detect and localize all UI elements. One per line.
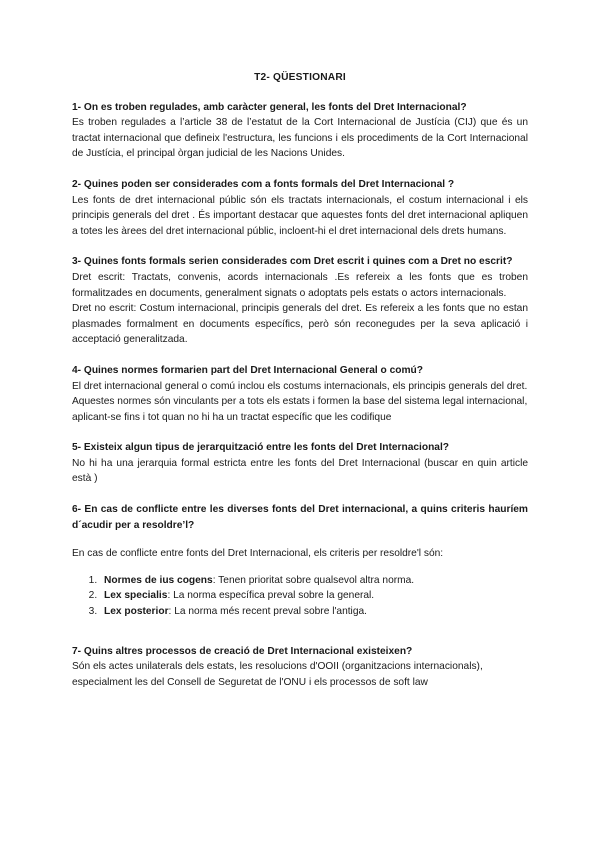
criteria-text: : La norma específica preval sobre la general.: [167, 590, 375, 602]
page-title: T2- QÜESTIONARI: [254, 72, 346, 83]
question-3: [72, 254, 528, 348]
answer-paragraph: Són els actes unilaterals dels estats, les resolucions d'OOII (organitzacions internacionals), especialment les del Consell de Seguretat de l'ONU i els processos de soft law: [72, 661, 483, 688]
question-6: [72, 502, 528, 620]
answer-paragraph: Es troben regulades a l’article 38 de l’estatut de la Cort Internacional de Justícia (CIJ) que és un tractat internacional que defineix l'estructura, les funcions i els procediments de la Cort Internacional de Justícia, el principal òrgan judicial de les Nacions Unides.: [72, 117, 528, 160]
criteria-list: [72, 573, 528, 620]
criteria-item: [100, 588, 528, 604]
question-heading: 5- Existeix algun tipus de jerarquització entre les fonts del Dret Internacional?: [72, 442, 450, 454]
question-heading: 6- En cas de conflicte entre les diverses fonts del Dret internacional, a quins criteris hauríem d´acudir per a resoldre’l?: [72, 504, 528, 531]
question-1: [72, 100, 528, 162]
question-heading: 4- Quines normes formarien part del Dret Internacional General o comú?: [72, 364, 423, 376]
answer-paragraph: El dret internacional general o comú inclou els costums internacionals, els principis generals del dret. Aquestes normes són vinculants per a tots els estats i formen la base del sistema legal internacional, aplicant-se fins i tot quan no hi ha un tractat específic que les codifique: [72, 380, 528, 423]
question-2: [72, 177, 528, 239]
criteria-text: : La norma més recent preval sobre l'antiga.: [168, 606, 367, 618]
answer-paragraph: No hi ha una jerarquia formal estricta entre les fonts del Dret Internacional (buscar en quin article està ): [72, 457, 528, 485]
answer-paragraph: Les fonts de dret internacional públic són els tractats internacionals, el costum internacional i els principis generals del dret . És important destacar que aquestes fonts del dret internacional apliquen a totes les àrees del dret internacional públic, incloent-hi el dret internacional dels drets humans.: [72, 194, 528, 237]
criteria-item: [100, 604, 528, 620]
question-heading: 2- Quines poden ser considerades com a fonts formals del Dret Internacional ?: [72, 178, 455, 190]
question-heading: 3- Quines fonts formals serien considerades com Dret escrit i quines com a Dret no escrit?: [72, 256, 513, 268]
question-4: [72, 363, 528, 425]
question-5: [72, 440, 528, 487]
answer-paragraph: Dret no escrit: Costum internacional, principis generals del dret. Es refereix a les fonts que no estan plasmades formalment en documents específics, però són reconegudes per la seva aplicació i acceptació generalitzada.: [72, 303, 528, 346]
answer-paragraph: Dret escrit: Tractats, convenis, acords internacionals .Es refereix a les fonts que es troben formalitzades en documents, generalment signats o adoptats pels estats o actors internacionals.: [72, 271, 528, 299]
question-heading: 1- On es troben regulades, amb caràcter general, les fonts del Dret Internacional?: [72, 101, 467, 113]
criteria-text: : Tenen prioritat sobre qualsevol altra norma.: [212, 574, 415, 586]
answer-paragraph: En cas de conflicte entre fonts del Dret Internacional, els criteris per resoldre'l són:: [72, 548, 444, 560]
criteria-item: [100, 573, 528, 589]
question-heading: 7- Quins altres processos de creació de Dret Internacional existeixen?: [72, 645, 413, 657]
criteria-term: Lex specialis: [104, 590, 168, 602]
criteria-term: Normes de ius cogens: [104, 574, 213, 586]
criteria-term: Lex posterior: [104, 606, 169, 618]
question-7: [72, 644, 528, 691]
